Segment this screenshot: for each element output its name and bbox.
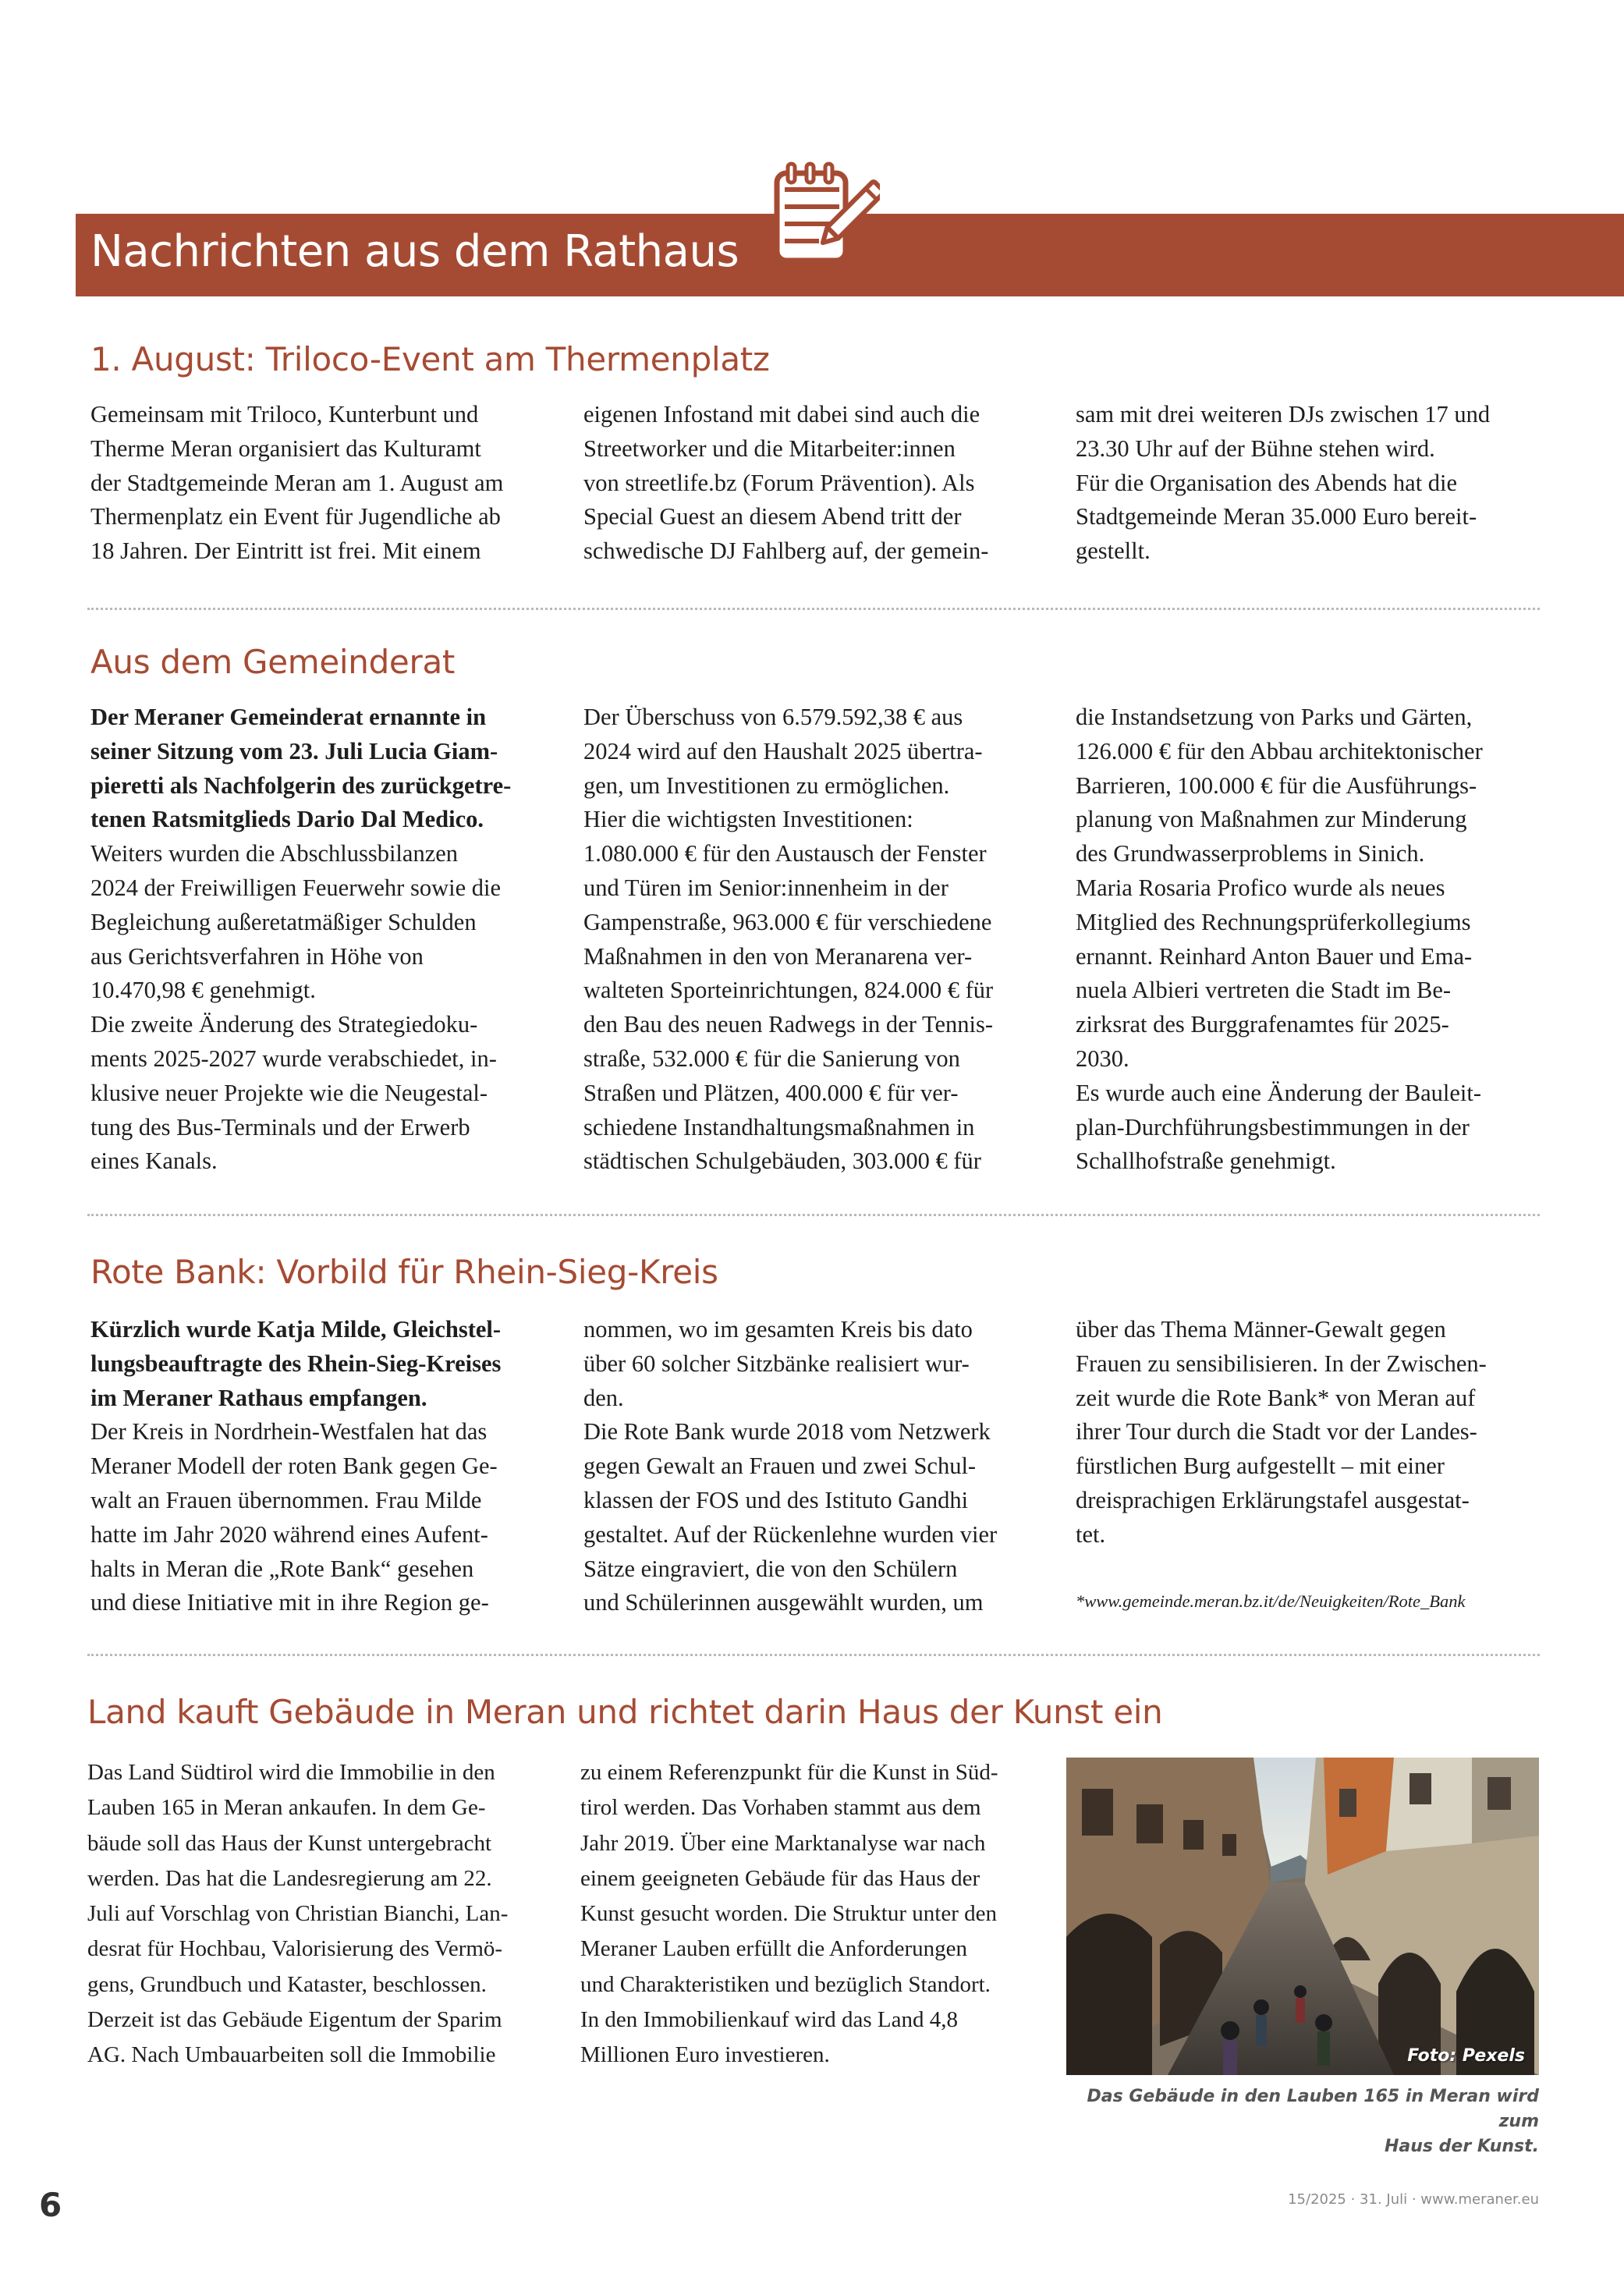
section-banner-title: Nachrichten aus dem Rathaus <box>90 226 739 277</box>
lead-line: Der Meraner Gemeinderat ernannte in <box>90 704 487 730</box>
text-line: Jahr 2019. Über eine Marktanalyse war nach <box>580 1830 986 1856</box>
text-line: walteten Sporteinrichtungen, 824.000 € für <box>583 977 994 1004</box>
text-line: Streetworker und die Mitarbeiter:innen <box>583 435 956 462</box>
text-line: Millionen Euro investieren. <box>580 2042 830 2068</box>
text-line: ernannt. Reinhard Anton Bauer und Ema- <box>1076 942 1473 970</box>
text-line: hatte im Jahr 2020 während eines Aufent- <box>90 1520 488 1548</box>
text-line: 23.30 Uhr auf der Bühne stehen wird. <box>1076 435 1435 462</box>
text-line: zeit wurde die Rote Bank* von Meran auf <box>1076 1384 1476 1411</box>
lead-line: tenen Ratsmitglieds Dario Dal Medico. <box>90 806 484 833</box>
text-line: Frauen zu sensibilisieren. In der Zwischen- <box>1076 1350 1487 1377</box>
text-line: Gemeinsam mit Triloco, Kunterbunt und <box>90 401 479 427</box>
text-line: aus Gerichtsverfahren in Höhe von <box>90 942 424 970</box>
text-line: Maßnahmen in den von Meranarena ver- <box>583 942 973 970</box>
text-line: walt an Frauen übernommen. Frau Milde <box>90 1486 482 1513</box>
text-line: Meraner Modell der roten Bank gegen Ge- <box>90 1453 498 1480</box>
text-line: sam mit drei weiteren DJs zwischen 17 und <box>1076 401 1491 427</box>
text-line: und Türen im Senior:innenheim in der <box>583 874 949 901</box>
text-line: AG. Nach Umbauarbeiten soll die Immobilie <box>87 2042 496 2068</box>
text-line: In den Immobilienkauf wird das Land 4,8 <box>580 2007 959 2033</box>
text-line: und diese Initiative mit in ihre Region ge- <box>90 1589 489 1616</box>
article-column <box>90 1313 543 1620</box>
street-photo <box>1066 1758 1539 2075</box>
text-line: des Grundwasserproblems in Sinich. <box>1076 840 1425 867</box>
text-line: 2024 der Freiwilligen Feuerwehr sowie die <box>90 874 501 901</box>
text-line: gen, um Investitionen zu ermöglichen. <box>583 772 950 799</box>
text-line: zirksrat des Burggrafenamtes für 2025- <box>1076 1011 1449 1038</box>
text-line: und Schülerinnen ausgewählt wurden, um <box>583 1589 984 1616</box>
lead-line: im Meraner Rathaus empfangen. <box>90 1384 427 1411</box>
text-line: 1.080.000 € für den Austausch der Fenster <box>583 840 987 867</box>
text-line: Lauben 165 in Meran ankaufen. In dem Ge- <box>87 1795 486 1821</box>
text-line: gegen Gewalt an Frauen und zwei Schul- <box>583 1453 977 1480</box>
text-line: Der Kreis in Nordrhein-Westfalen hat das <box>90 1418 488 1446</box>
text-line: Hier die wichtigsten Investitionen: <box>583 806 913 833</box>
text-line: Maria Rosaria Profico wurde als neues <box>1076 874 1445 901</box>
article-title: 1. August: Triloco-Event am Thermenplatz <box>90 340 770 378</box>
text-line: nuela Albieri vertreten die Stadt im Be- <box>1076 977 1452 1004</box>
text-line: dreisprachigen Erklärungstafel ausgestat- <box>1076 1486 1470 1513</box>
article-column <box>583 398 1036 569</box>
lead-line: Kürzlich wurde Katja Milde, Gleichstel- <box>90 1316 502 1343</box>
text-line: Thermenplatz ein Event für Jugendliche ab <box>90 503 501 530</box>
photo-credit: Foto: Pexels <box>1407 2046 1525 2066</box>
text-line: fürstlichen Burg aufgestellt – mit einer <box>1076 1453 1445 1480</box>
text-line: Die Rote Bank wurde 2018 vom Netzwerk <box>583 1418 991 1446</box>
footer-info: 15/2025 · 31. Juli · www.meraner.eu <box>1288 2191 1539 2208</box>
lead-line: pieretti als Nachfolgerin des zurückgetre- <box>90 772 512 799</box>
text-line: Kunst gesucht worden. Die Struktur unter den <box>580 1901 997 1927</box>
section-divider <box>87 1214 1540 1216</box>
lead-line: lungsbeauftragte des Rhein-Sieg-Kreises <box>90 1350 502 1377</box>
text-line: gens, Grundbuch und Kataster, beschlossen. <box>87 1971 487 1997</box>
text-line: Der Überschuss von 6.579.592,38 € aus <box>583 704 963 730</box>
text-line: Die zweite Änderung des Strategiedoku- <box>90 1011 478 1038</box>
article-column <box>90 398 543 569</box>
caption-line: Das Gebäude in den Lauben 165 in Meran wird zum <box>1087 2087 1539 2131</box>
text-line: gestaltet. Auf der Rückenlehne wurden vier <box>583 1520 998 1548</box>
text-line: die Instandsetzung von Parks und Gärten, <box>1076 704 1473 730</box>
text-line: über 60 solcher Sitzbänke realisiert wur- <box>583 1350 970 1377</box>
text-line: Gampenstraße, 963.000 € für verschiedene <box>583 908 992 935</box>
text-line: eines Kanals. <box>90 1148 218 1175</box>
street-photo-illustration <box>1066 1758 1539 2075</box>
text-line: über das Thema Männer-Gewalt gegen <box>1076 1316 1446 1343</box>
text-line: schiedene Instandhaltungsmaßnahmen in <box>583 1113 975 1140</box>
article-column <box>583 1313 1036 1620</box>
text-line: eigenen Infostand mit dabei sind auch die <box>583 401 980 427</box>
text-line: 126.000 € für den Abbau architektonischer <box>1076 737 1483 764</box>
lead-line: seiner Sitzung vom 23. Juli Lucia Giam- <box>90 737 498 764</box>
text-line: den Bau des neuen Radwegs in der Tennis- <box>583 1011 993 1038</box>
text-line: werden. Das hat die Landesregierung am 22. <box>87 1865 492 1891</box>
text-line: planung von Maßnahmen zur Minderung <box>1076 806 1467 833</box>
article-column <box>583 701 1036 1179</box>
text-line: Schallhofstraße genehmigt. <box>1076 1148 1336 1175</box>
article-column <box>1076 701 1528 1179</box>
section-divider <box>87 1654 1540 1656</box>
text-line: gestellt. <box>1076 537 1151 565</box>
text-line: Begleichung außeretatmäßiger Schulden <box>90 908 477 935</box>
text-line: Es wurde auch eine Änderung der Bauleit- <box>1076 1079 1482 1106</box>
text-line: tirol werden. Das Vorhaben stammt aus dem <box>580 1795 981 1821</box>
section-divider <box>87 608 1540 610</box>
text-line: Mitglied des Rechnungsprüferkollegiums <box>1076 908 1471 935</box>
footnote-url: *www.gemeinde.meran.bz.it/de/Neuigkeiten/Rote_Bank <box>1076 1591 1466 1611</box>
text-line: nommen, wo im gesamten Kreis bis dato <box>583 1316 973 1343</box>
text-line: Für die Organisation des Abends hat die <box>1076 469 1458 496</box>
text-line: Juli auf Vorschlag von Christian Bianchi, Lan- <box>87 1901 509 1927</box>
text-line: städtischen Schulgebäuden, 303.000 € für <box>583 1148 981 1175</box>
article-column <box>87 1755 555 2073</box>
text-line: plan-Durchführungsbestimmungen in der <box>1076 1113 1470 1140</box>
text-line: Special Guest an diesem Abend tritt der <box>583 503 962 530</box>
notepad-pen-icon <box>763 156 880 273</box>
text-line: ihrer Tour durch die Stadt vor der Landes- <box>1076 1418 1477 1446</box>
text-line: Weiters wurden die Abschlussbilanzen <box>90 840 459 867</box>
page-number: 6 <box>39 2186 62 2224</box>
text-line: bäude soll das Haus der Kunst untergebracht <box>87 1830 492 1856</box>
text-line: 18 Jahren. Der Eintritt ist frei. Mit einem <box>90 537 481 565</box>
text-line: Derzeit ist das Gebäude Eigentum der Sparim <box>87 2007 502 2033</box>
text-line: 2030. <box>1076 1045 1129 1072</box>
text-line: straße, 532.000 € für die Sanierung von <box>583 1045 960 1072</box>
text-line: Stadtgemeinde Meran 35.000 Euro bereit- <box>1076 503 1477 530</box>
text-line: und Charakteristiken und bezüglich Standort. <box>580 1971 991 1997</box>
text-line: den. <box>583 1384 624 1411</box>
text-line: tet. <box>1076 1520 1106 1548</box>
text-line: Sätze eingraviert, die von den Schülern <box>583 1555 958 1582</box>
article-title: Aus dem Gemeinderat <box>90 643 456 681</box>
article-column <box>1076 1313 1528 1552</box>
photo-caption <box>1055 2084 1539 2159</box>
text-line: Das Land Südtirol wird die Immobilie in den <box>87 1760 495 1785</box>
text-line: klusive neuer Projekte wie die Neugestal- <box>90 1079 488 1106</box>
text-line: 2024 wird auf den Haushalt 2025 übertra- <box>583 737 983 764</box>
text-line: Straßen und Plätzen, 400.000 € für ver- <box>583 1079 959 1106</box>
text-line: Meraner Lauben erfüllt die Anforderungen <box>580 1936 968 1962</box>
text-line: 10.470,98 € genehmigt. <box>90 977 316 1004</box>
text-line: ments 2025-2027 wurde verabschiedet, in- <box>90 1045 497 1072</box>
article-title: Land kauft Gebäude in Meran und richtet darin Haus der Kunst ein <box>87 1693 1163 1731</box>
article-column <box>580 1755 1048 2073</box>
text-line: halts in Meran die „Rote Bank“ gesehen <box>90 1555 474 1582</box>
text-line: Barrieren, 100.000 € für die Ausführungs- <box>1076 772 1477 799</box>
text-line: klassen der FOS und des Istituto Gandhi <box>583 1486 969 1513</box>
text-line: zu einem Referenzpunkt für die Kunst in Süd- <box>580 1760 998 1785</box>
article-column <box>1076 398 1528 569</box>
text-line: einem geeigneten Gebäude für das Haus der <box>580 1865 980 1891</box>
text-line: der Stadtgemeinde Meran am 1. August am <box>90 469 504 496</box>
text-line: tung des Bus-Terminals und der Erwerb <box>90 1113 470 1140</box>
text-line: schwedische DJ Fahlberg auf, der gemein- <box>583 537 989 565</box>
article-title: Rote Bank: Vorbild für Rhein-Sieg-Kreis <box>90 1253 718 1291</box>
article-column <box>90 701 543 1179</box>
text-line: Therme Meran organisiert das Kulturamt <box>90 435 481 462</box>
caption-line: Haus der Kunst. <box>1385 2137 1539 2156</box>
text-line: von streetlife.bz (Forum Prävention). Als <box>583 469 975 496</box>
text-line: desrat für Hochbau, Valorisierung des Vermö- <box>87 1936 503 1962</box>
